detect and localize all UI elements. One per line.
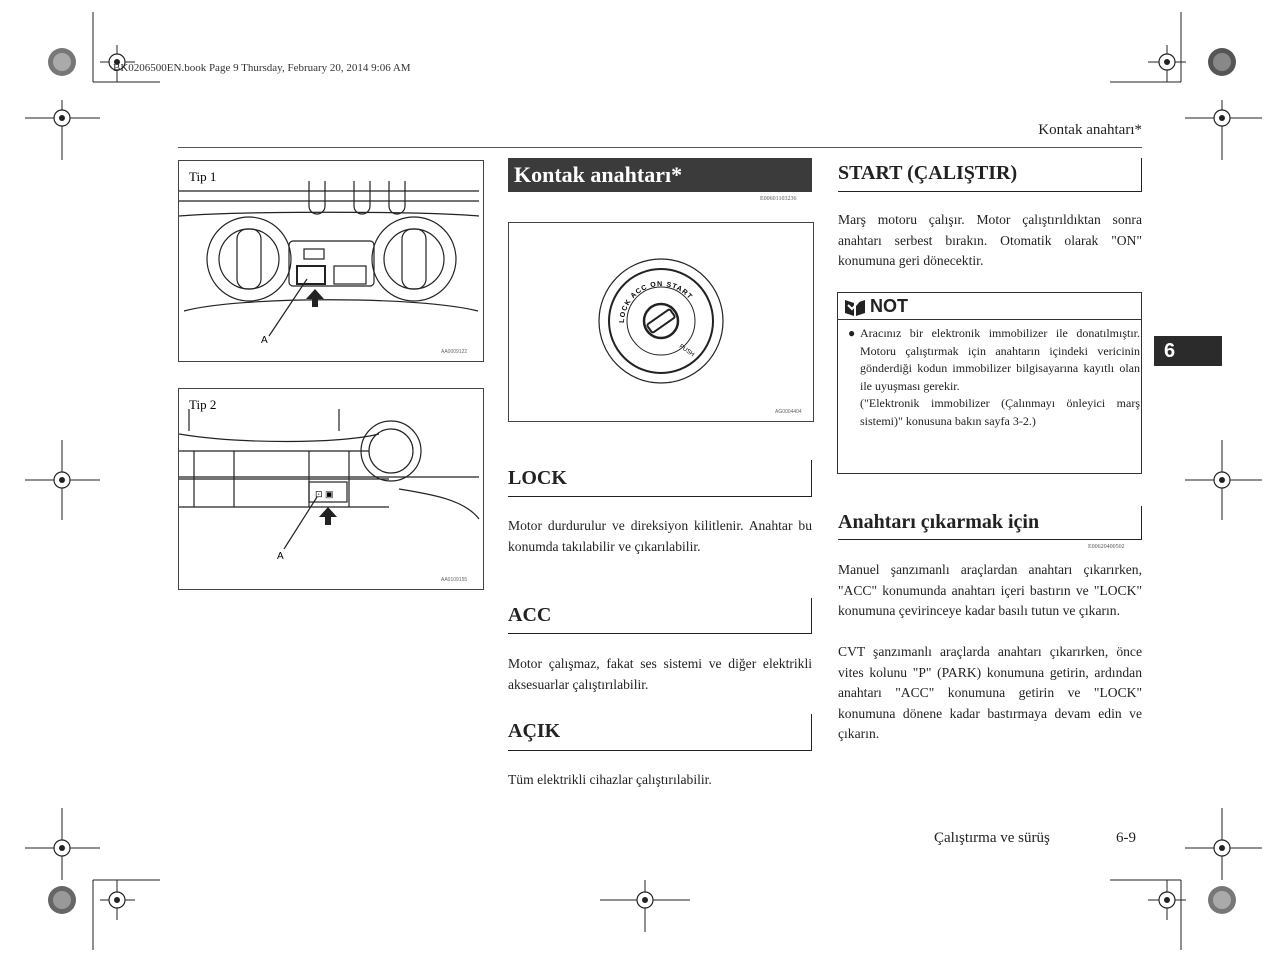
note-reference: ("Elektronik immobilizer (Çalınmayı önleyici marş sistemi)" konusuna bakın sayfa 3-2.) — [860, 396, 1140, 428]
header-rule — [178, 147, 1142, 148]
figure-label: Tip 1 — [189, 169, 217, 184]
footer-section: Çalıştırma ve sürüş — [934, 830, 1050, 846]
svg-text:LOCK ACC ON START — [619, 281, 694, 323]
acc-heading: ACC — [508, 598, 812, 634]
note-box — [837, 292, 1142, 474]
figure-tip2 — [178, 388, 484, 590]
remove-heading: Anahtarı çıkarmak için — [838, 506, 1142, 540]
remove-code: E00620400502 — [1088, 544, 1125, 550]
svg-text:⊡ ▣: ⊡ ▣ — [315, 489, 334, 499]
section-code: E00601103236 — [760, 196, 797, 202]
ignition-switch-illustration — [509, 223, 813, 421]
ignition-positions: LOCK ACC ON START — [618, 280, 694, 324]
chapter-tab: 6 — [1154, 336, 1222, 366]
start-text: Marş motoru çalışır. Motor çalıştırıldıktan sonra anahtarı serbest bırakın. Otomatik olarak "ON" konumuna geri dönecektir. — [838, 212, 1142, 268]
note-body — [848, 325, 1140, 430]
callout-a: A — [277, 551, 284, 562]
remove-text-manual: Manuel şanzımanlı araçlardan anahtarı çıkarırken, "ACC" konumunda anahtarı içeri bastırın ve "LOCK" konumuna çevirinceye kadar basılı tutun ve çıkarın. — [838, 562, 1142, 618]
note-title: NOT — [870, 296, 908, 316]
acc-text: Motor çalışmaz, fakat ses sistemi ve diğer elektrikli aksesuarlar çalıştırılabilir. — [508, 656, 812, 692]
running-head: Kontak anahtarı* — [1038, 122, 1142, 138]
figure-code: AG0004404 — [775, 409, 802, 415]
figure-code: AA0109155 — [441, 577, 468, 583]
figure-code: AA0009122 — [441, 349, 468, 355]
callout-a: A — [261, 335, 268, 346]
dashboard-switch-illustration — [179, 161, 483, 361]
note-book-icon — [844, 297, 866, 317]
lock-text: Motor durdurulur ve direksiyon kilitlenir. Anahtar bu konumda takılabilir ve çıkarılabilir. — [508, 518, 812, 554]
bullet-icon: ● — [848, 326, 856, 340]
start-heading: START (ÇALIŞTIR) — [838, 158, 1142, 192]
note-header — [838, 293, 1141, 320]
remove-text-cvt: CVT şanzımanlı araçlarda anahtarı çıkarırken, önce vites kolunu "P" (PARK) konumuna getirin, ardından anahtarı "ACC" konumuna getirin ve "LOCK" konumuna dönene kadar bastırmaya devam edin ve çıkarın. — [838, 644, 1142, 741]
note-text: Aracınız bir elektronik immobilizer ile donatılmıştır. Motoru çalıştırmak için anahtarın içindeki vericinin gönderdiği kodun immobilizer bilgisayarına kayıtlı olan ile uyuşması gerekir. — [860, 326, 1140, 393]
console-switch-illustration — [179, 389, 483, 589]
figure-ignition — [508, 222, 814, 422]
push-label: PUSH — [677, 343, 695, 359]
print-info-line: BK0206500EN.book Page 9 Thursday, February 20, 2014 9:06 AM — [113, 62, 411, 74]
on-text: Tüm elektrikli cihazlar çalıştırılabilir. — [508, 772, 712, 787]
section-title: Kontak anahtarı* — [508, 158, 812, 192]
lock-heading: LOCK — [508, 460, 812, 497]
footer-page-number: 6-9 — [1116, 830, 1136, 846]
on-heading: AÇIK — [508, 714, 812, 751]
figure-label: Tip 2 — [189, 397, 217, 412]
figure-tip1 — [178, 160, 484, 362]
